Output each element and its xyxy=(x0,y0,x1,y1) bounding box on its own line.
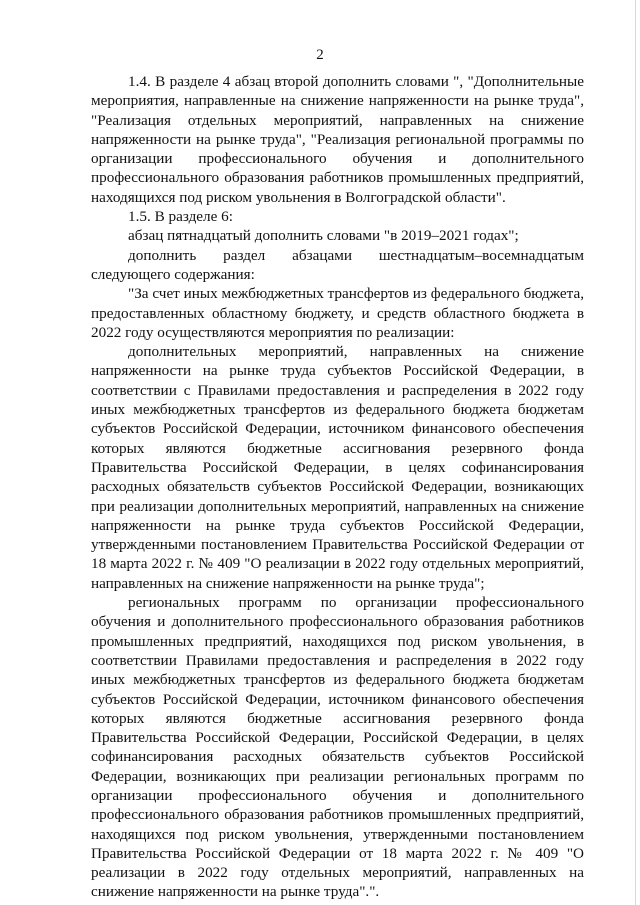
paragraph-regional-programs: региональных программ по организации профессионального обучения и дополнительного профессионального образования работников промышленных предприятий, находящихся под риском увольнения, в соответствии Правилами предоставления и распределения в 2022 году иных межбюджетных трансфертов из федерального бюджета бюджетам субъектов Российской Федерации, источником финансового обеспечения которых являются бюджетные ассигнования резервного фонда Правительства Российской Федерации, Российской Федерации, в целях софинансирования расходных обязательств субъектов Российской Федерации, возникающих при реализации региональных программ по организации профессионального обучения и дополнительного профессионального образования работников промышленных предприятий, находящихся под риском увольнения, утвержденными постановлением Правительства Российской Федерации от 18 марта 2022 г. № 409 "О реализации в 2022 году отдельных мероприятий, направленных на снижение напряженности на рынке труда".". xyxy=(91,594,584,901)
paragraph-additional-measures: дополнительных мероприятий, направленных на снижение напряженности на рынке труда субъектов Российской Федерации, в соответствии с Правилами предоставления и распределения в 2022 году иных межбюджетных трансфертов из федерального бюджета бюджетам субъектов Российской Федерации, источником финансового обеспечения которых являются бюджетные ассигнования резервного фонда Правительства Российской Федерации, в целях софинансирования расходных обязательств субъектов Российской Федерации, возникающих при реализации дополнительных мероприятий, направленных на снижение напряженности на рынке труда субъектов Российской Федерации, утвержденными постановлением Правительства Российской Федерации от 18 марта 2022 г. № 409 "О реализации в 2022 году отдельных мероприятий, направленных на снижение напряженности на рынке труда"; xyxy=(91,343,584,592)
paragraph-fifteenth-abzac: абзац пятнадцатый дополнить словами "в 2019–2021 годах"; xyxy=(128,227,519,245)
paragraph-section-6-heading: 1.5. В разделе 6: xyxy=(128,208,233,226)
paragraph-quote-intro: "За счет иных межбюджетных трансфертов из федерального бюджета, предоставленных областному бюджету, и средств областного бюджета в 2022 году осуществляются мероприятия по реализации: xyxy=(91,285,584,341)
page-number: 2 xyxy=(316,47,324,63)
document-body xyxy=(91,72,584,902)
paragraph-section-4-amendment: 1.4. В разделе 4 абзац второй дополнить словами ", "Дополнительные мероприятия, направленные на снижение напряженности на рынке труда", "Реализация отдельных мероприятий, направленных на снижение напряженности на рынке труда", "Реализация региональной программы по организации профессионального обучения и дополнительного профессионального образования работников промышленных предприятий, находящихся под риском увольнения в Волгоградской области". xyxy=(91,73,584,206)
scan-edge-line xyxy=(635,0,636,905)
paragraph-add-abzacs: дополнить раздел абзацами шестнадцатым–восемнадцатым следующего содержания: xyxy=(91,246,584,283)
